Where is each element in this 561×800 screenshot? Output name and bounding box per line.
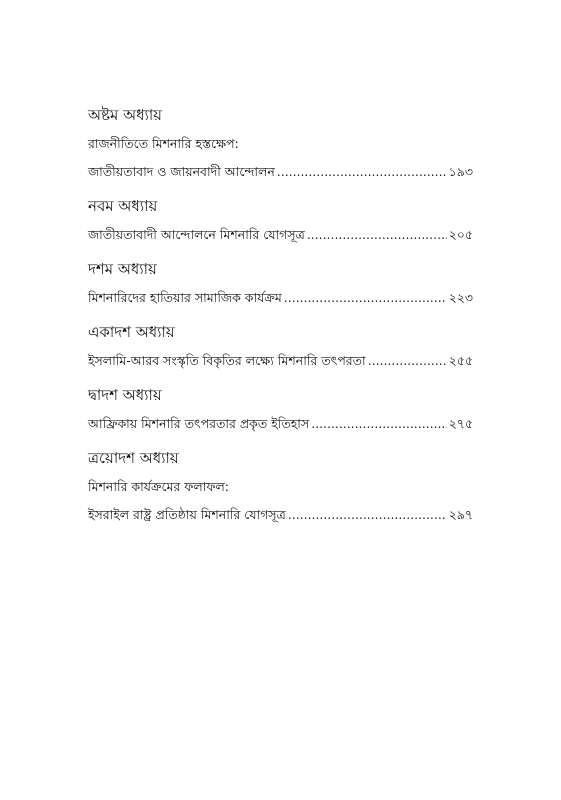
entry-title: ইসলামি-আরব সংস্কৃতি বিকৃতির লক্ষ্যে মিশনারি তৎপরতা bbox=[88, 353, 366, 368]
toc-entry bbox=[88, 506, 473, 524]
entry-title: ইসরাইল রাষ্ট্র প্রতিষ্ঠায় মিশনারি যোগসূত্র bbox=[88, 507, 286, 522]
toc-section-10 bbox=[88, 259, 473, 307]
toc-section-13 bbox=[88, 448, 473, 524]
toc-section-8 bbox=[88, 105, 473, 181]
chapter-title: ত্রয়োদশ অধ্যায় bbox=[88, 449, 179, 467]
dot-leader bbox=[311, 415, 446, 433]
page-number: ২২৩ bbox=[448, 290, 473, 305]
toc-entry bbox=[88, 163, 473, 181]
dot-leader bbox=[288, 506, 447, 524]
toc-section-9 bbox=[88, 196, 473, 244]
toc-section-12 bbox=[88, 385, 473, 433]
page-number: ২৭৫ bbox=[448, 416, 473, 431]
page-number: ১৯৩ bbox=[448, 164, 473, 179]
entry-title: আফ্রিকায় মিশনারি তৎপরতার প্রকৃত ইতিহাস bbox=[88, 416, 310, 431]
toc-entry bbox=[88, 415, 473, 433]
dot-leader bbox=[277, 163, 447, 181]
chapter-title: অষ্টম অধ্যায় bbox=[88, 106, 163, 124]
chapter-title: দ্বাদশ অধ্যায় bbox=[88, 386, 162, 404]
toc-section-11 bbox=[88, 322, 473, 370]
toc-entry bbox=[88, 289, 473, 307]
table-of-contents bbox=[88, 105, 473, 539]
dot-leader bbox=[307, 226, 447, 244]
entry-title: জাতীয়তাবাদ ও জায়নবাদী আন্দোলন bbox=[88, 164, 275, 179]
page-number: ২৫৫ bbox=[448, 353, 473, 368]
toc-entry bbox=[88, 352, 473, 370]
entry-title: মিশনারিদের হাতিয়ার সামাজিক কার্যক্রম bbox=[88, 290, 282, 305]
dot-leader bbox=[368, 352, 447, 370]
chapter-title: একাদশ অধ্যায় bbox=[88, 323, 175, 341]
chapter-subtitle: মিশনারি কার্যক্রমের ফলাফল: bbox=[88, 479, 229, 494]
chapter-subtitle: রাজনীতিতে মিশনারি হস্তক্ষেপ: bbox=[88, 136, 239, 151]
chapter-title: দশম অধ্যায় bbox=[88, 260, 157, 278]
toc-entry bbox=[88, 226, 473, 244]
dot-leader bbox=[284, 289, 447, 307]
chapter-title: নবম অধ্যায় bbox=[88, 197, 158, 215]
page-number: ২০৫ bbox=[448, 227, 473, 242]
entry-title: জাতীয়তাবাদী আন্দোলনে মিশনারি যোগসূত্র bbox=[88, 227, 305, 242]
page-number: ২৯৭ bbox=[448, 507, 473, 522]
